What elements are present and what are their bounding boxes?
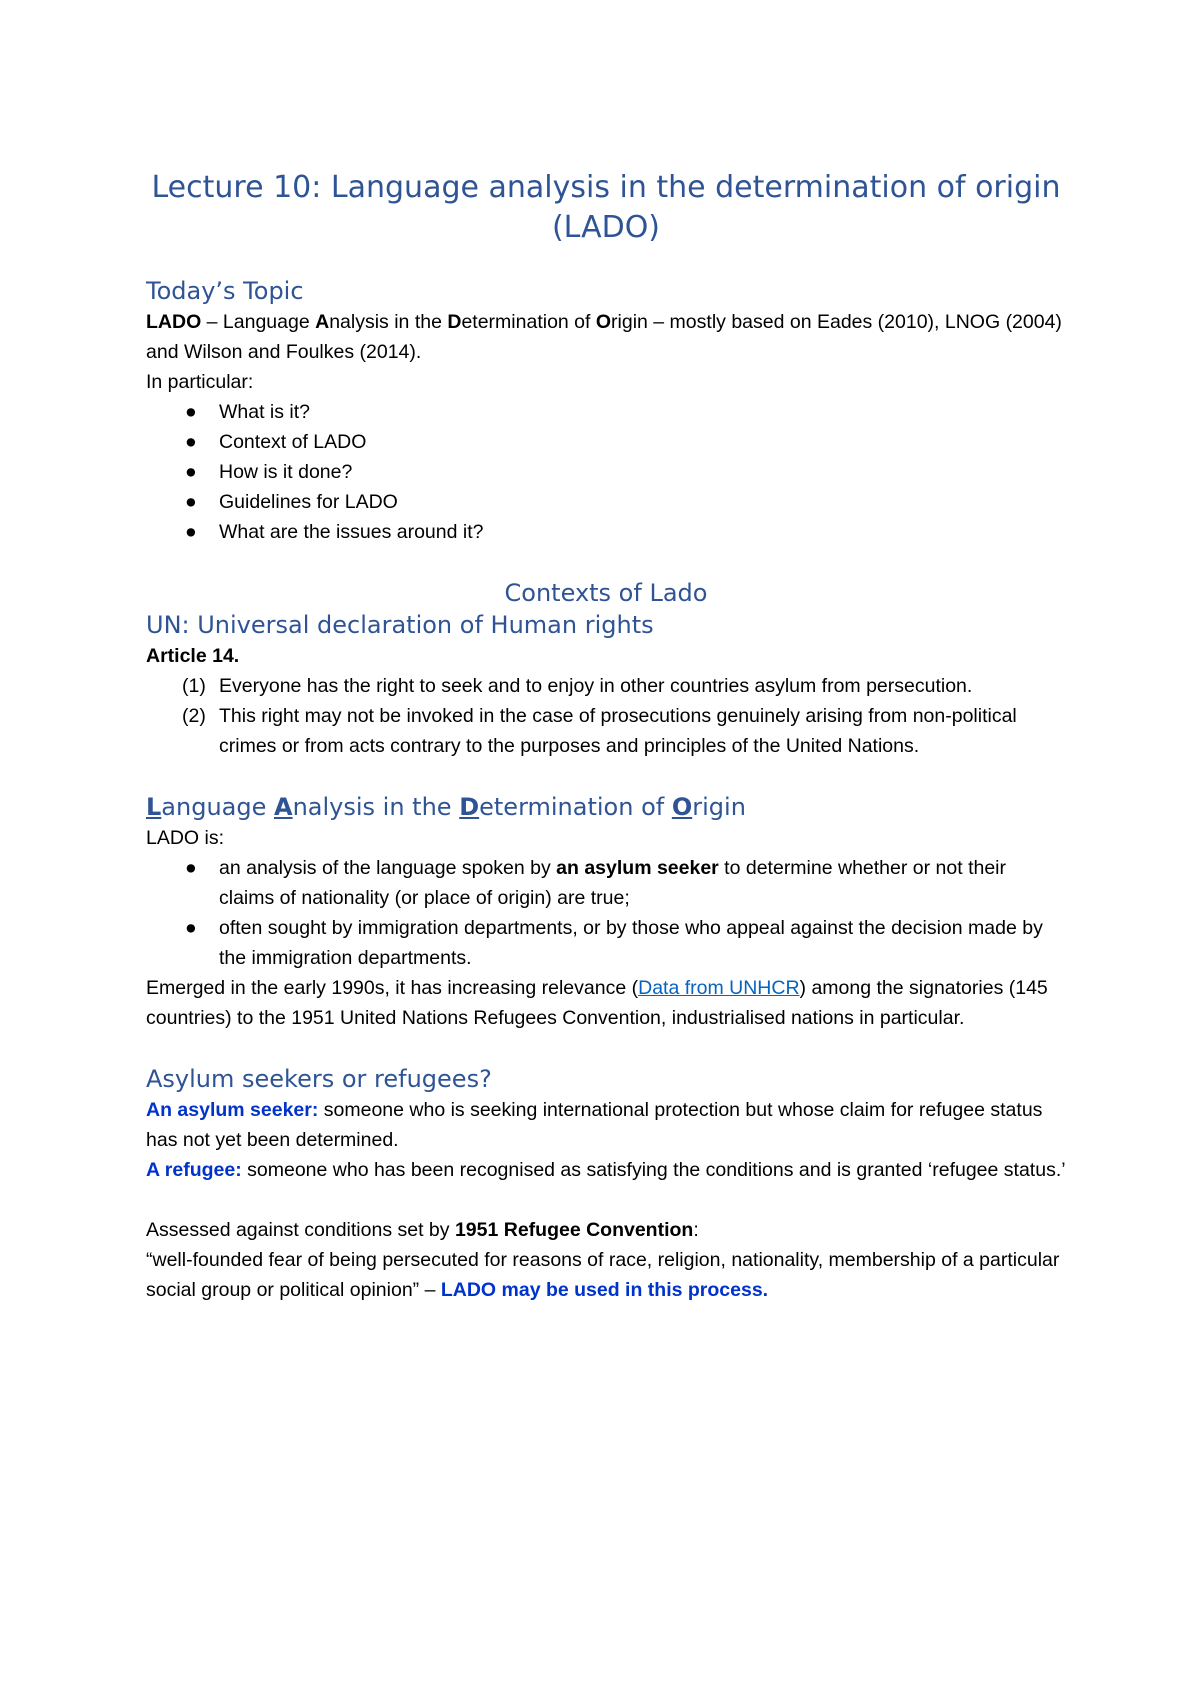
in-particular-label: In particular: bbox=[146, 371, 254, 393]
heading-letter: O bbox=[671, 793, 693, 821]
bullet-icon: ● bbox=[185, 857, 197, 879]
list-item-text: What are the issues around it? bbox=[219, 521, 484, 543]
intro-part: rigin – mostly based on Eades (2010), LNOG (2004) and Wilson and Foulkes (2014). bbox=[146, 311, 1062, 363]
quote-text: “well-founded fear of being persecuted for reasons of race, religion, nationality, membership of a particular social group or political opinion” – bbox=[146, 1249, 1060, 1301]
spacer bbox=[146, 1033, 1066, 1063]
list-item bbox=[146, 517, 1066, 547]
bullet-icon: ● bbox=[185, 431, 197, 453]
list-item-text: What is it? bbox=[219, 401, 311, 423]
paragraph-text: : bbox=[693, 1219, 699, 1241]
heading-part: anguage bbox=[161, 793, 274, 821]
contexts-heading: Contexts of Lado bbox=[504, 579, 708, 607]
list-item bbox=[146, 853, 1066, 913]
intro-bold-a: A bbox=[315, 311, 330, 333]
lado-heading bbox=[146, 791, 1066, 823]
quote-paragraph bbox=[146, 1245, 1066, 1305]
heading-letter: D bbox=[459, 793, 480, 821]
spacer bbox=[146, 547, 1066, 577]
list-item-text: Context of LADO bbox=[219, 431, 367, 453]
list-item-text: to determine whether or not their claims of nationality (or place of origin) are true; bbox=[219, 857, 1007, 909]
paragraph-text: ) among the signatories (145 countries) to the 1951 United Nations Refugees Convention, industrialised nations in particular. bbox=[146, 977, 1048, 1029]
bullet-icon: ● bbox=[185, 521, 197, 543]
unhcr-data-link[interactable]: Data from UNHCR bbox=[638, 977, 800, 999]
heading-part: rigin bbox=[692, 793, 746, 821]
asylum-seeker-label: An asylum seeker: bbox=[146, 1099, 319, 1121]
article-list bbox=[146, 671, 1066, 761]
paragraph-text: Emerged in the early 1990s, it has increasing relevance ( bbox=[146, 977, 639, 999]
convention-bold: 1951 Refugee Convention bbox=[454, 1219, 694, 1241]
list-item-text: This right may not be invoked in the case of prosecutions genuinely arising from non-political crimes or from acts contrary to the purposes and principles of the United Nations. bbox=[219, 705, 1017, 757]
list-item bbox=[146, 487, 1066, 517]
un-heading: UN: Universal declaration of Human rights bbox=[146, 611, 654, 639]
list-item bbox=[146, 397, 1066, 427]
lado-process-emphasis: LADO may be used in this process. bbox=[440, 1279, 769, 1301]
intro-part: – Language bbox=[201, 311, 316, 333]
lado-list bbox=[146, 853, 1066, 973]
asylum-seeker-definition bbox=[146, 1095, 1066, 1155]
topic-intro bbox=[146, 307, 1066, 367]
spacer bbox=[146, 761, 1066, 791]
refugee-definition bbox=[146, 1155, 1066, 1185]
paragraph-text: Assessed against conditions set by bbox=[146, 1219, 455, 1241]
todays-topic-heading: Today’s Topic bbox=[146, 277, 304, 305]
list-item-text: How is it done? bbox=[219, 461, 353, 483]
bullet-icon: ● bbox=[185, 917, 197, 939]
bullet-icon: ● bbox=[185, 401, 197, 423]
list-item bbox=[146, 457, 1066, 487]
intro-bold-d: D bbox=[447, 311, 462, 333]
bullet-icon: ● bbox=[185, 461, 197, 483]
list-item bbox=[146, 671, 1066, 701]
lado-bold: LADO bbox=[146, 311, 202, 333]
bullet-icon: ● bbox=[185, 491, 197, 513]
list-item-text: often sought by immigration departments, or by those who appeal against the decision made by the immigration departments. bbox=[219, 917, 1043, 969]
article-label: Article 14. bbox=[146, 645, 240, 667]
heading-letter: A bbox=[274, 793, 293, 821]
asylum-heading: Asylum seekers or refugees? bbox=[146, 1065, 492, 1093]
refugee-label: A refugee: bbox=[146, 1159, 242, 1181]
spacer bbox=[146, 1185, 1066, 1215]
intro-part: nalysis in the bbox=[329, 311, 448, 333]
definition-text: someone who is seeking international protection but whose claim for refugee status has not yet been determined. bbox=[146, 1099, 1043, 1151]
intro-bold-o: O bbox=[595, 311, 612, 333]
asylum-seeker-bold: an asylum seeker bbox=[556, 857, 719, 879]
topic-list bbox=[146, 397, 1066, 547]
page-title: Lecture 10: Language analysis in the determination of origin (LADO) bbox=[151, 170, 1061, 245]
document-page bbox=[146, 168, 1066, 1305]
heading-letter: L bbox=[146, 793, 162, 821]
emerged-paragraph bbox=[146, 973, 1066, 1033]
list-item-text: an analysis of the language spoken by bbox=[219, 857, 557, 879]
lado-is-label: LADO is: bbox=[146, 827, 225, 849]
list-item-text: Everyone has the right to seek and to enjoy in other countries asylum from persecution. bbox=[219, 675, 973, 697]
list-item-text: Guidelines for LADO bbox=[219, 491, 398, 513]
heading-part: nalysis in the bbox=[292, 793, 460, 821]
item-number: (1) bbox=[182, 675, 206, 697]
heading-part: etermination of bbox=[479, 793, 672, 821]
intro-part: etermination of bbox=[461, 311, 596, 333]
definition-text: someone who has been recognised as satisfying the conditions and is granted ‘refugee status.’ bbox=[241, 1159, 1066, 1181]
list-item bbox=[146, 427, 1066, 457]
list-item bbox=[146, 913, 1066, 973]
list-item bbox=[146, 701, 1066, 761]
assessed-paragraph bbox=[146, 1215, 1066, 1245]
item-number: (2) bbox=[182, 705, 206, 727]
